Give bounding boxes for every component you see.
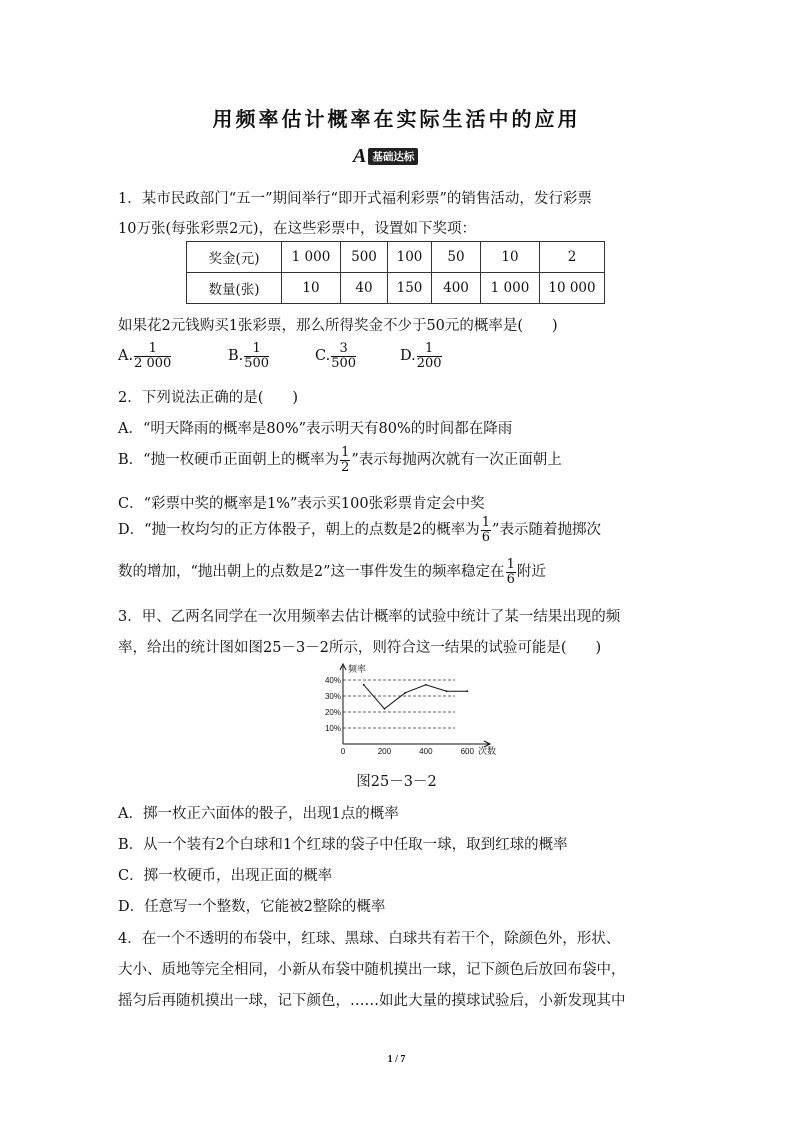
fraction-numerator: 1 — [341, 445, 350, 460]
table-cell: 40 — [341, 273, 388, 304]
figure-caption: 图25－3－2 — [356, 774, 437, 790]
q3-line1: 3．甲、乙两名同学在一次用频率去估计概率的试验中统计了某一结果出现的频 — [118, 609, 621, 625]
x-tick-label: 400 — [419, 747, 433, 756]
option-label: D. — [400, 348, 416, 365]
x-tick-label: 600 — [460, 747, 474, 756]
table-cell: 10 — [481, 242, 540, 273]
q2-option-d — [118, 516, 601, 544]
q4-line1: 4．在一个不透明的布袋中，红球、黑球、白球共有若干个，除颜色外，形状、 — [118, 931, 621, 947]
q2-option-c: C．“彩票中奖的概率是1%”表示买100张彩票肯定会中奖 — [118, 496, 485, 512]
table-cell: 10 000 — [540, 273, 605, 304]
y-axis-title: 频率 — [348, 664, 367, 674]
x-tick-label: 200 — [377, 747, 392, 756]
table-header-cell: 数量(张) — [187, 273, 282, 304]
prize-table — [186, 241, 605, 304]
table-cell: 50 — [432, 242, 481, 273]
badge-letter: A — [353, 144, 367, 167]
data-point — [466, 690, 468, 692]
table-cell: 150 — [388, 273, 432, 304]
q2-option-a: A．“明天降雨的概率是80%”表示明天有80%的时间都在降雨 — [118, 421, 513, 437]
fraction-denominator: 500 — [331, 355, 357, 371]
q1-option-a — [118, 342, 172, 370]
fraction — [481, 516, 491, 544]
q2-stem: 2．下列说法正确的是( ) — [118, 390, 299, 406]
q2-option-d-cont — [118, 558, 546, 586]
y-tick-label: 10% — [324, 724, 341, 733]
fraction-denominator: 500 — [244, 355, 270, 371]
data-point — [446, 690, 448, 692]
fraction-numerator: 1 — [481, 515, 491, 530]
fraction-denominator: 2 000 — [134, 355, 172, 371]
x-axis-title: 次数 — [478, 746, 497, 756]
y-tick-label: 20% — [324, 708, 341, 717]
fraction-denominator: 2 — [341, 459, 350, 475]
option-label: A. — [118, 348, 134, 365]
fraction-numerator: 1 — [134, 342, 171, 357]
q4-line2: 大小、质地等完全相同，小新从布袋中随机摸出一球，记下颜色后放回布袋中， — [118, 962, 626, 978]
fraction-denominator: 6 — [481, 529, 491, 545]
table-cell: 1 000 — [481, 273, 540, 304]
fraction — [244, 342, 269, 370]
fraction — [134, 342, 171, 370]
data-point — [404, 692, 406, 694]
q3-option-b: B．从一个装有2个白球和1个红球的袋子中任取一球，取到红球的概率 — [118, 837, 568, 853]
fraction-numerator: 1 — [417, 342, 442, 357]
fraction — [331, 342, 356, 370]
q3-option-c: C．掷一枚硬币，出现正面的概率 — [118, 868, 333, 884]
fraction-numerator: 3 — [331, 342, 356, 357]
q2-b-pre: B．“抛一枚硬币正面朝上的概率为 — [118, 452, 340, 469]
fraction-numerator: 1 — [244, 342, 269, 357]
data-point — [425, 684, 427, 686]
y-tick-label: 30% — [324, 692, 341, 701]
data-point — [384, 708, 386, 710]
series-line — [364, 685, 468, 709]
q1-option-b — [228, 342, 270, 370]
fraction — [506, 558, 516, 586]
y-tick-label: 40% — [324, 676, 341, 685]
q2-option-b — [118, 446, 562, 474]
q1-option-c — [315, 342, 357, 370]
page-title: 用频率估计概率在实际生活中的应用 — [212, 107, 581, 131]
table-cell: 100 — [388, 242, 432, 273]
x-tick-label: 0 — [340, 747, 346, 756]
table-row — [187, 242, 605, 273]
fraction — [417, 342, 442, 370]
page-number: 1 / 7 — [387, 1054, 406, 1065]
q2-d2-post: 附近 — [516, 564, 546, 581]
fraction-denominator: 6 — [506, 571, 515, 587]
table-row — [187, 273, 605, 304]
section-badge — [353, 146, 418, 166]
q1-line1: 1．某市民政部门“五一”期间举行“即开式福利彩票”的销售活动，发行彩票 — [118, 191, 592, 207]
table-cell: 10 — [282, 273, 341, 304]
q3-option-d: D．任意写一个整数，它能被2整除的概率 — [118, 899, 386, 915]
q2-d-pre: D．“抛一枚均匀的正方体骰子，朝上的点数是2的概率为 — [118, 522, 480, 539]
option-label: C. — [315, 348, 331, 365]
frequency-line-chart — [315, 662, 497, 758]
q1-question: 如果花2元钱购买1张彩票，那么所得奖金不少于50元的概率是( ) — [118, 318, 558, 334]
fraction-numerator: 1 — [506, 557, 515, 572]
q2-d-post: ”表示随着抛掷次 — [492, 522, 601, 539]
table-header-cell: 奖金(元) — [187, 242, 282, 273]
q4-line3: 摇匀后再随机摸出一球，记下颜色，……如此大量的摸球试验后，小新发现其中 — [118, 993, 626, 1009]
q1-option-d — [400, 342, 443, 370]
fraction — [340, 446, 350, 474]
table-cell: 1 000 — [282, 242, 341, 273]
table-cell: 500 — [341, 242, 388, 273]
data-point — [363, 684, 365, 686]
fraction-denominator: 200 — [416, 355, 442, 371]
option-label: B. — [228, 348, 244, 365]
badge-text: 基础达标 — [368, 148, 418, 165]
table-cell: 2 — [540, 242, 605, 273]
q1-line2: 10万张(每张彩票2元)，在这些彩票中，设置如下奖项： — [118, 221, 476, 237]
q3-option-a: A．掷一枚正六面体的骰子，出现1点的概率 — [118, 806, 399, 822]
q3-line2: 率，给出的统计图如图25－3－2所示，则符合这一结果的试验可能是( ) — [118, 640, 602, 656]
table-cell: 400 — [432, 273, 481, 304]
q2-d2-pre: 数的增加，“抛出朝上的点数是2”这一事件发生的频率稳定在 — [118, 564, 505, 581]
q2-b-post: ”表示每抛两次就有一次正面朝上 — [351, 452, 562, 469]
